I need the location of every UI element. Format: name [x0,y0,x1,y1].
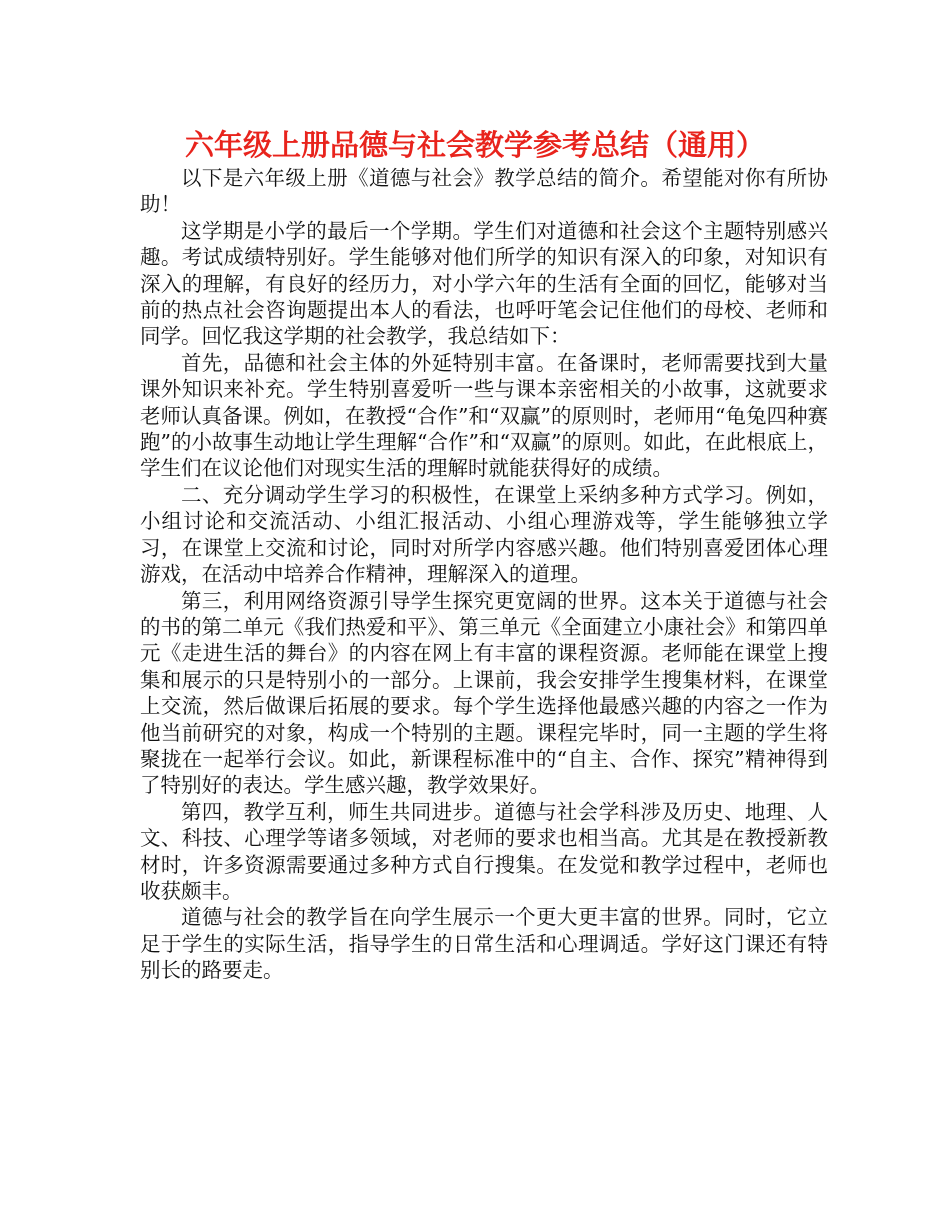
paragraph-semester-overview: 这学期是小学的最后一个学期。学生们对道德和社会这个主题特别感兴趣。考试成绩特别好。学生能够对他们所学的知识有深入的印象，对知识有深入的理解，有良好的经历力，对小学六年的生活有全面的回忆，能够对当前的热点社会咨询题提出本人的看法，也呼吁笔会记住他们的母校、老师和同学。回忆我这学期的社会教学，我总结如下： [140,218,828,349]
paragraph-point-three: 第三，利用网络资源引导学生探究更宽阔的世界。这本关于道德与社会的书的第二单元《我们热爱和平》、第三单元《全面建立小康社会》和第四单元《走进生活的舞台》的内容在网上有丰富的课程资源。老师能在课堂上搜集和展示的只是特别小的一部分。上课前，我会安排学生搜集材料，在课堂上交流，然后做课后拓展的要求。每个学生选择他最感兴趣的内容之一作为他当前研究的对象，构成一个特别的主题。课程完毕时，同一主题的学生将聚拢在一起举行会议。如此，新课程标准中的“自主、合作、探究”精神得到了特别好的表达。学生感兴趣，教学效果好。 [140,588,828,798]
document-body [140,165,828,984]
paragraph-conclusion: 道德与社会的教学旨在向学生展示一个更大更丰富的世界。同时，它立足于学生的实际生活，指导学生的日常生活和心理调适。学好这门课还有特别长的路要走。 [140,905,828,983]
paragraph-point-four: 第四，教学互利，师生共同进步。道德与社会学科涉及历史、地理、人文、科技、心理学等诸多领域，对老师的要求也相当高。尤其是在教授新教材时，许多资源需要通过多种方式自行搜集。在发觉和教学过程中，老师也收获颇丰。 [140,799,828,903]
paragraph-point-two: 二、充分调动学生学习的积极性，在课堂上采纳多种方式学习。例如，小组讨论和交流活动、小组汇报活动、小组心理游戏等，学生能够独立学习，在课堂上交流和讨论，同时对所学内容感兴趣。他们特别喜爱团体心理游戏，在活动中培养合作精神，理解深入的道理。 [140,482,828,587]
paragraph-intro: 以下是六年级上册《道德与社会》教学总结的简介。希望能对你有所协助！ [140,166,828,217]
paragraph-point-one: 首先，品德和社会主体的外延特别丰富。在备课时，老师需要找到大量课外知识来补充。学生特别喜爱听一些与课本亲密相关的小故事，这就要求老师认真备课。例如，在教授“合作”和“双赢”的原则时，老师用“龟兔四种赛跑”的小故事生动地让学生理解“合作”和“双赢”的原则。如此，在此根底上，学生们在议论他们对现实生活的理解时就能获得好的成绩。 [140,350,828,481]
document-title: 六年级上册品德与社会教学参考总结（通用） [184,128,765,162]
